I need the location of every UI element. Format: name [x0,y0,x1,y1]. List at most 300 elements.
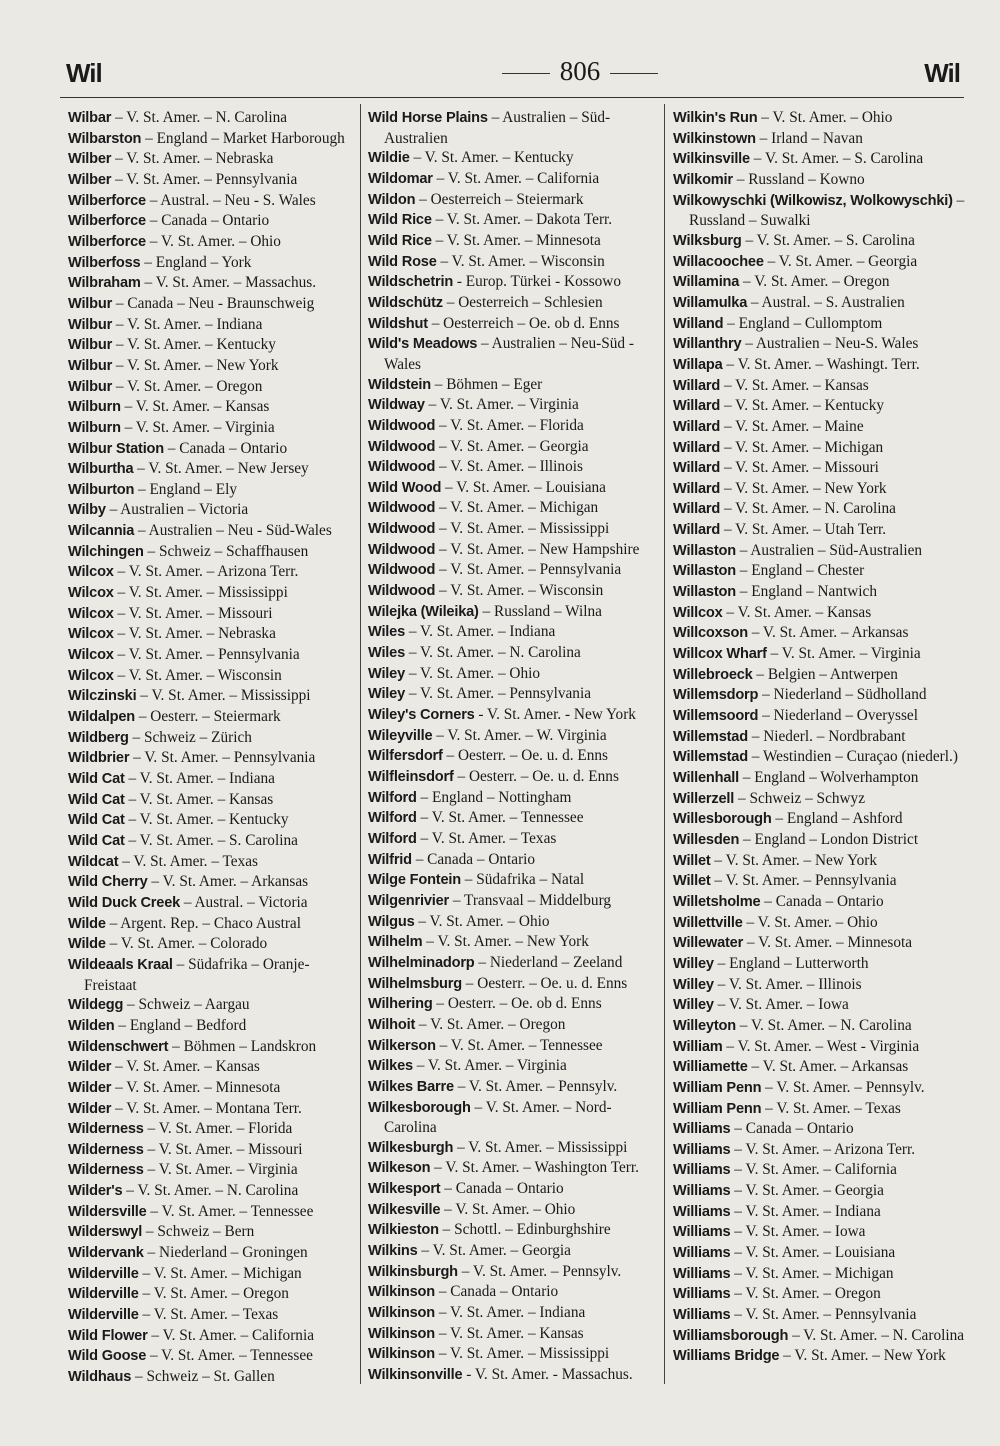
entry-location: – England – Nottingham [416,788,572,806]
entry-headword: Wilcannia [68,523,135,540]
entry-location: – V. St. Amer. – Louisiana [730,1244,896,1262]
entry-headword: Willenhall [673,770,739,786]
gazetteer-entry [368,314,658,335]
gazetteer-entry [673,314,968,335]
entry-location: - Europ. Türkei - Kossowo [453,273,622,291]
entry-headword: Wildervank [68,1245,144,1262]
gazetteer-entry [368,1282,658,1303]
entry-location: – Canada – Ontario [411,850,536,868]
entry-location: – V. St. Amer. – N. Carolina [111,109,288,126]
entry-headword: Wilderswyl [68,1224,143,1241]
gazetteer-entry [68,1284,358,1305]
gazetteer-entry [673,913,968,934]
entry-location: – Canada – Ontario [435,1283,559,1301]
gazetteer-entry [68,624,358,645]
entry-location: – V. St. Amer. – Kansas [124,790,274,808]
entry-headword: Wilhelm [368,934,423,951]
gazetteer-entry [673,334,968,355]
entry-headword: Wilford [368,830,417,847]
entry-location: – England – Chester [735,562,865,580]
entry-location: – Argent. Rep. – Chaco Austral [105,914,301,932]
entry-headword: Wilkin's Run [673,110,758,126]
entry-location: – V. St. Amer. – Mississippi [136,687,311,705]
gazetteer-entry [68,748,358,769]
gazetteer-entry [673,1202,968,1223]
entry-headword: Wilcox [68,667,114,684]
entry-location: – V. St. Amer. – S. Carolina [124,831,298,849]
gazetteer-entry [368,1262,658,1283]
gazetteer-entry [68,934,358,955]
gazetteer-entry [673,1284,968,1305]
entry-headword: Williams [673,1245,731,1262]
entry-location: – V. St. Amer. – Oregon [138,1285,289,1303]
entry-location: – Oesterr. – Oe. u. d. Enns [453,768,619,785]
header-rule [60,97,964,98]
entry-headword: Wild Duck Creek [68,894,181,911]
entry-headword: Wilber [68,151,112,168]
entry-location: – V. St. Amer. – Kentucky [409,149,574,167]
entry-location: – V. St. Amer. – Mississippi [113,584,288,602]
gazetteer-entry [68,211,358,232]
entry-headword: Wilkesville [368,1201,441,1218]
gazetteer-entry [68,108,358,129]
entry-headword: Wilkesborough [368,1099,471,1116]
entry-headword: Wilbraham [68,275,141,292]
gazetteer-entry [673,561,968,582]
entry-headword: Wilhering [368,996,433,1013]
gazetteer-entry [368,1303,658,1324]
entry-headword: Wildwood [368,521,436,538]
gazetteer-entry [68,1099,358,1120]
gazetteer-entry [68,1222,358,1243]
entry-location: – V. St. Amer. – Missouri [143,1140,303,1158]
entry-headword: Wildshut [368,315,428,332]
gazetteer-entry [68,1140,358,1161]
entry-location: – England – York [140,253,252,271]
entry-location: – V. St. Amer. – Tennessee [435,1036,603,1054]
entry-headword: Wiley's Corners [368,707,475,724]
gazetteer-entry [68,1346,358,1367]
gazetteer-entry [368,1138,658,1159]
gazetteer-entry [368,108,658,148]
entry-location: – Niederl. – Nordbrabant [747,727,906,745]
gazetteer-entry [673,438,968,459]
entry-location: – V. St. Amer. – Pennsylvania [730,1306,917,1324]
entry-headword: Wilkieston [368,1222,439,1239]
entry-location: – V. St. Amer. – Maine [720,417,864,435]
entry-location: – Austral. – S. Australien [747,293,905,311]
entry-location: – V. St. Amer. – Virginia [766,645,921,663]
entry-location: – V. St. Amer. – Oregon [415,1015,566,1033]
entry-location: – V. St. Amer. – Georgia [730,1182,884,1200]
gazetteer-entry [68,1078,358,1099]
gazetteer-entry [673,623,968,644]
entry-headword: Willamina [673,274,740,291]
gazetteer-entry [673,355,968,376]
gazetteer-entry [368,1365,658,1386]
entry-headword: Wilkinson [368,1346,435,1363]
entry-headword: Willaston [673,542,736,559]
gazetteer-entry [68,728,358,749]
entry-location: – V. St. Amer. – Ohio [757,109,893,126]
entry-location: – V. St. Amer. – Oregon [112,377,263,395]
entry-location: – Australien – Neu-S. Wales [741,335,919,353]
entry-location: – Oesterreich – Steiermark [415,190,584,208]
gazetteer-entry [368,540,658,561]
entry-location: – Oesterr. – Oe. ob d. Enns [432,995,602,1013]
gazetteer-entry [68,1119,358,1140]
entry-headword: Wildenschwert [68,1038,169,1055]
entry-location: – Schweiz – Schwyz [734,789,865,807]
entry-headword: Wilfrid [368,851,412,868]
entry-headword: Wilderville [68,1286,139,1303]
entry-headword: William [673,1038,723,1055]
gazetteer-entry [673,1037,968,1058]
entry-location: – V. St. Amer. – Washington Terr. [430,1159,639,1177]
entry-headword: Wilder [68,1079,112,1096]
entry-headword: Wildbrier [68,750,130,767]
entry-headword: Wilford [368,810,417,827]
entry-location: – V. St. Amer. – Indiana [112,315,263,333]
gazetteer-entry [673,789,968,810]
gazetteer-entry [368,416,658,437]
gazetteer-entry [673,768,968,789]
gazetteer-entry [68,1181,358,1202]
gazetteer-entry [673,1140,968,1161]
entry-location: – V. St. Amer. – Nord-Carolina [384,1098,612,1137]
gazetteer-entry [368,519,658,540]
entry-headword: Wilkinson [368,1284,435,1301]
entry-headword: Williams Bridge [673,1348,780,1365]
gazetteer-entry [68,273,358,294]
entry-headword: Wild Rice [368,212,432,229]
page-number-block [480,56,680,87]
gazetteer-entry [368,581,658,602]
entry-headword: Wildon [368,191,416,208]
entry-location: – V. St. Amer. – Arkansas [747,1058,909,1076]
entry-headword: Wilkerson [368,1037,436,1054]
entry-headword: Wildcat [68,853,119,870]
entry-location: – V. St. Amer. – Minnesota [111,1078,281,1096]
entry-location: – V. St. Amer. – Tennessee [416,809,584,827]
gazetteer-entry [368,272,658,293]
entry-location: – Niederland – Zeeland [474,953,623,971]
entry-location: – V. St. Amer. – Louisiana [441,478,606,496]
column-3 [673,108,968,1393]
entry-location: – V. St. Amer. – Kansas [435,1324,584,1342]
entry-location: – Westindien – Curaçao (niederl.) [747,748,958,766]
gazetteer-entry [368,912,658,933]
entry-location: – Russland – Kowno [732,170,865,188]
entry-location: – Canada – Ontario [163,439,288,457]
entry-headword: Willet [673,852,711,869]
gazetteer-entry [368,1056,658,1077]
gazetteer-entry [673,293,968,314]
gazetteer-entry [673,830,968,851]
gazetteer-entry [368,1200,658,1221]
entry-headword: Wiles [368,645,405,662]
entry-location: – Australien – Neu-Süd -Wales [384,335,634,373]
gazetteer-entry [68,1160,358,1181]
entry-location: – Russland – Suwalki [689,191,965,230]
gazetteer-entry [673,520,968,541]
entry-headword: Wilburn [68,419,121,436]
gazetteer-entry [673,129,968,150]
entry-location: – Schweiz – St. Gallen [131,1368,275,1386]
entry-headword: Wild Horse Plains [368,110,488,126]
entry-location: – V. St. Amer. – Pennsylvania [129,749,316,767]
entry-location: – Irland – Navan [755,129,863,147]
entry-headword: Willey [673,976,714,993]
entry-headword: Wilden [68,1017,115,1034]
gazetteer-entry [68,294,358,315]
entry-headword: Wilkes Barre [368,1078,454,1095]
entry-headword: Wilhelmsburg [368,975,462,992]
gazetteer-entry [368,375,658,396]
entry-location: – V. St. Amer. – Ohio [145,232,281,250]
entry-headword: Wild Cat [68,771,125,787]
entry-headword: Wilbur [68,295,113,312]
entry-location: – Oesterr. – Steiermark [135,708,281,726]
entry-location: – Transvaal – Middelburg [449,891,612,909]
gazetteer-entry [68,459,358,480]
gazetteer-entry [673,1305,968,1326]
entry-headword: Willetsholme [673,893,761,910]
entry-headword: Wilder's [68,1183,123,1200]
entry-headword: Wildalpen [68,709,135,726]
entry-location: – Niederland – Overyssel [758,707,918,725]
entry-location: – V. St. Amer. – Illinois [713,975,862,993]
gazetteer-entry [368,808,658,829]
entry-headword: Wilbar [68,110,112,126]
entry-headword: Wildstein [368,376,431,393]
entry-location: – V. St. Amer. – Michigan [730,1264,894,1282]
entry-headword: Wilbur Station [68,440,164,457]
gazetteer-entry [673,582,968,603]
gazetteer-entry [368,560,658,581]
entry-location: – V. St. Amer. – Michigan [138,1264,302,1282]
gazetteer-entry [68,377,358,398]
entry-headword: Wilbur [68,378,113,395]
entry-headword: Wildschütz [368,294,443,311]
gazetteer-entry [368,664,658,685]
gazetteer-entry [673,975,968,996]
gazetteer-entry [673,499,968,520]
entry-location: – V. St. Amer. – Florida [435,416,584,434]
gazetteer-entry [68,149,358,170]
entry-location: – Oesterr. – Oe. u. d. Enns [461,974,628,992]
entry-headword: Wilkes [368,1058,413,1075]
entry-headword: Wilcox [68,626,114,643]
entry-location: – V. St. Amer. – Oregon [739,273,890,291]
gazetteer-entry [673,1160,968,1181]
running-head [60,56,960,96]
entry-location: – V. St. Amer. – Arizona Terr. [113,563,299,581]
header-dash-left [502,73,550,74]
entry-location: – Schweiz – Schaffhausen [143,542,309,560]
entry-headword: Wildberg [68,729,129,746]
entry-headword: Williams [673,1307,731,1324]
entry-location: – V. St. Amer. – Tennessee [146,1347,313,1365]
entry-location: – V. St. Amer. – Kentucky [112,336,276,354]
entry-location: – V. St. Amer. – Pennsylv. [457,1262,622,1280]
entry-headword: Wildwood [368,438,436,455]
gazetteer-entry [368,974,658,995]
entry-headword: Willet [673,873,711,890]
gazetteer-entry [368,498,658,519]
entry-headword: Wildie [368,150,410,167]
entry-headword: Wilkinsonville [368,1367,463,1384]
entry-location: – V. St. Amer. – Pennsylvania [113,646,300,664]
entry-location: – V. St. Amer. – Kansas [722,603,872,621]
entry-headword: Wilkinson [368,1325,435,1342]
gazetteer-entry [68,1057,358,1078]
gazetteer-entry [368,190,658,211]
gazetteer-entry [673,706,968,727]
entry-location: – V. St. Amer. – Utah Terr. [720,521,887,539]
entry-headword: Wildegg [68,997,124,1014]
entry-location: – V. St. Amer. – Virginia [143,1161,298,1179]
gazetteer-entry [68,480,358,501]
gazetteer-entry [68,666,358,687]
gazetteer-entry [673,149,968,170]
entry-location: – V. St. Amer. – N. Carolina [122,1182,299,1200]
column-divider [664,104,665,1384]
entry-headword: Wileyville [368,727,433,744]
gazetteer-entry [368,726,658,747]
entry-location: – V. St. Amer. – California [432,169,600,187]
entry-location: – Australien – Victoria [105,501,249,519]
entry-location: – England – Market Harborough [141,129,345,147]
entry-location: – V. St. Amer. – New York [779,1347,946,1365]
entry-headword: Wilchingen [68,543,144,560]
entry-location: – Südafrika – Oranje-Freistaat [84,955,310,994]
entry-location: – V. St. Amer. – Kentucky [720,397,885,415]
gazetteer-entry [368,684,658,705]
gazetteer-entry [68,604,358,625]
entry-headword: Wilderness [68,1121,144,1138]
column-1 [68,108,358,1393]
entry-headword: Williams [673,1162,731,1179]
entry-location: – V. St. Amer. – Kansas [120,398,270,416]
entry-location: – V. St. Amer. – N. Carolina [788,1326,965,1344]
entry-headword: Wilber [68,171,112,188]
gazetteer-entry [68,810,358,831]
gazetteer-entry [368,1220,658,1241]
gazetteer-entry [68,170,358,191]
gazetteer-entry [368,994,658,1015]
entry-headword: Wilder [68,1100,112,1117]
gazetteer-entry [368,1324,658,1345]
entry-headword: Wilhoit [368,1016,416,1033]
entry-headword: Wild Goose [68,1348,147,1365]
entry-location: – V. St. Amer. – West - Virginia [722,1037,920,1055]
entry-headword: Wilgus [368,913,415,930]
entry-location: – V. St. Amer. – Texas [138,1306,279,1324]
entry-location: – V. St. Amer. – Minnesota [743,934,913,952]
entry-location: – V. St. Amer. – Iowa [730,1223,866,1241]
gazetteer-entry [68,521,358,542]
gazetteer-entry [673,851,968,872]
entry-location: – V. St. Amer. – Arkansas [747,624,909,642]
entry-headword: Wilkowyschki (Wilkowisz, Wolkowyschki) [673,192,953,209]
gazetteer-entry [368,210,658,231]
entry-headword: Wildway [368,397,425,414]
gazetteer-entry [368,705,658,726]
gazetteer-entry [68,1305,358,1326]
entry-headword: Williams [673,1183,731,1200]
gazetteer-entry [673,892,968,913]
entry-headword: Willemsdorp [673,687,759,704]
entry-location: – V. St. Amer. – Iowa [713,996,849,1014]
entry-headword: Wildwood [368,562,436,579]
entry-headword: Williams [673,1121,731,1138]
gazetteer-entry [368,1241,658,1262]
entry-headword: Wilkeson [368,1160,431,1177]
entry-location: – V. St. Amer. – Ohio [742,913,878,931]
entry-headword: Wilberforce [68,192,146,209]
entry-headword: Wilbarston [68,130,142,147]
entry-headword: Willettville [673,914,743,931]
entry-headword: Williams [673,1265,731,1282]
entry-headword: Williams [673,1224,731,1241]
entry-location: – V. St. Amer. – Nebraska [113,625,276,643]
entry-headword: Willemstad [673,728,748,745]
entry-location: – V. St. Amer. – Pennsylvania [111,170,298,188]
gazetteer-entry [68,335,358,356]
gazetteer-entry [368,169,658,190]
header-left-keyword: Wil [66,58,102,88]
entry-headword: Willcox Wharf [673,646,767,663]
header-dash-right [610,73,658,74]
entry-location: – Canada – Ontario [145,212,270,230]
gazetteer-entry [673,417,968,438]
entry-headword: Willard [673,522,721,539]
gazetteer-entry [68,129,358,150]
gazetteer-entry [368,850,658,871]
entry-headword: Willaston [673,584,736,601]
gazetteer-entry [673,1222,968,1243]
entry-headword: Wiley [368,686,405,703]
page-number: 806 [559,56,601,86]
gazetteer-entry [368,932,658,953]
entry-location: – Canada – Ontario [730,1120,854,1138]
gazetteer-entry [68,872,358,893]
gazetteer-entry [368,231,658,252]
gazetteer-entry [68,253,358,274]
entry-location: – V. St. Amer. – Pennsylv. [761,1078,925,1096]
gazetteer-entry [368,334,658,374]
entry-headword: Wildwood [368,583,436,600]
entry-headword: Wilcox [68,605,114,622]
gazetteer-entry [368,457,658,478]
gazetteer-entry [673,396,968,417]
gazetteer-entry [673,1181,968,1202]
entry-location: – Oesterr. – Oe. u. d. Enns [442,747,608,765]
entry-headword: Wilcox [68,647,114,664]
entry-location: – Canada – Neu - Braunschweig [112,294,315,312]
entry-location: – V. St. Amer. – Mississippi [453,1138,628,1156]
gazetteer-entry [368,1015,658,1036]
entry-location: – V. St. Amer. – Wisconsin [113,666,282,684]
entry-headword: Willamulka [673,294,748,311]
entry-location: – Böhmen – Landskron [168,1037,317,1055]
gazetteer-entry [68,707,358,728]
gazetteer-entry [673,272,968,293]
gazetteer-entry [673,1346,968,1367]
entry-headword: Willemstad [673,749,748,766]
entry-headword: Willcoxson [673,625,748,642]
